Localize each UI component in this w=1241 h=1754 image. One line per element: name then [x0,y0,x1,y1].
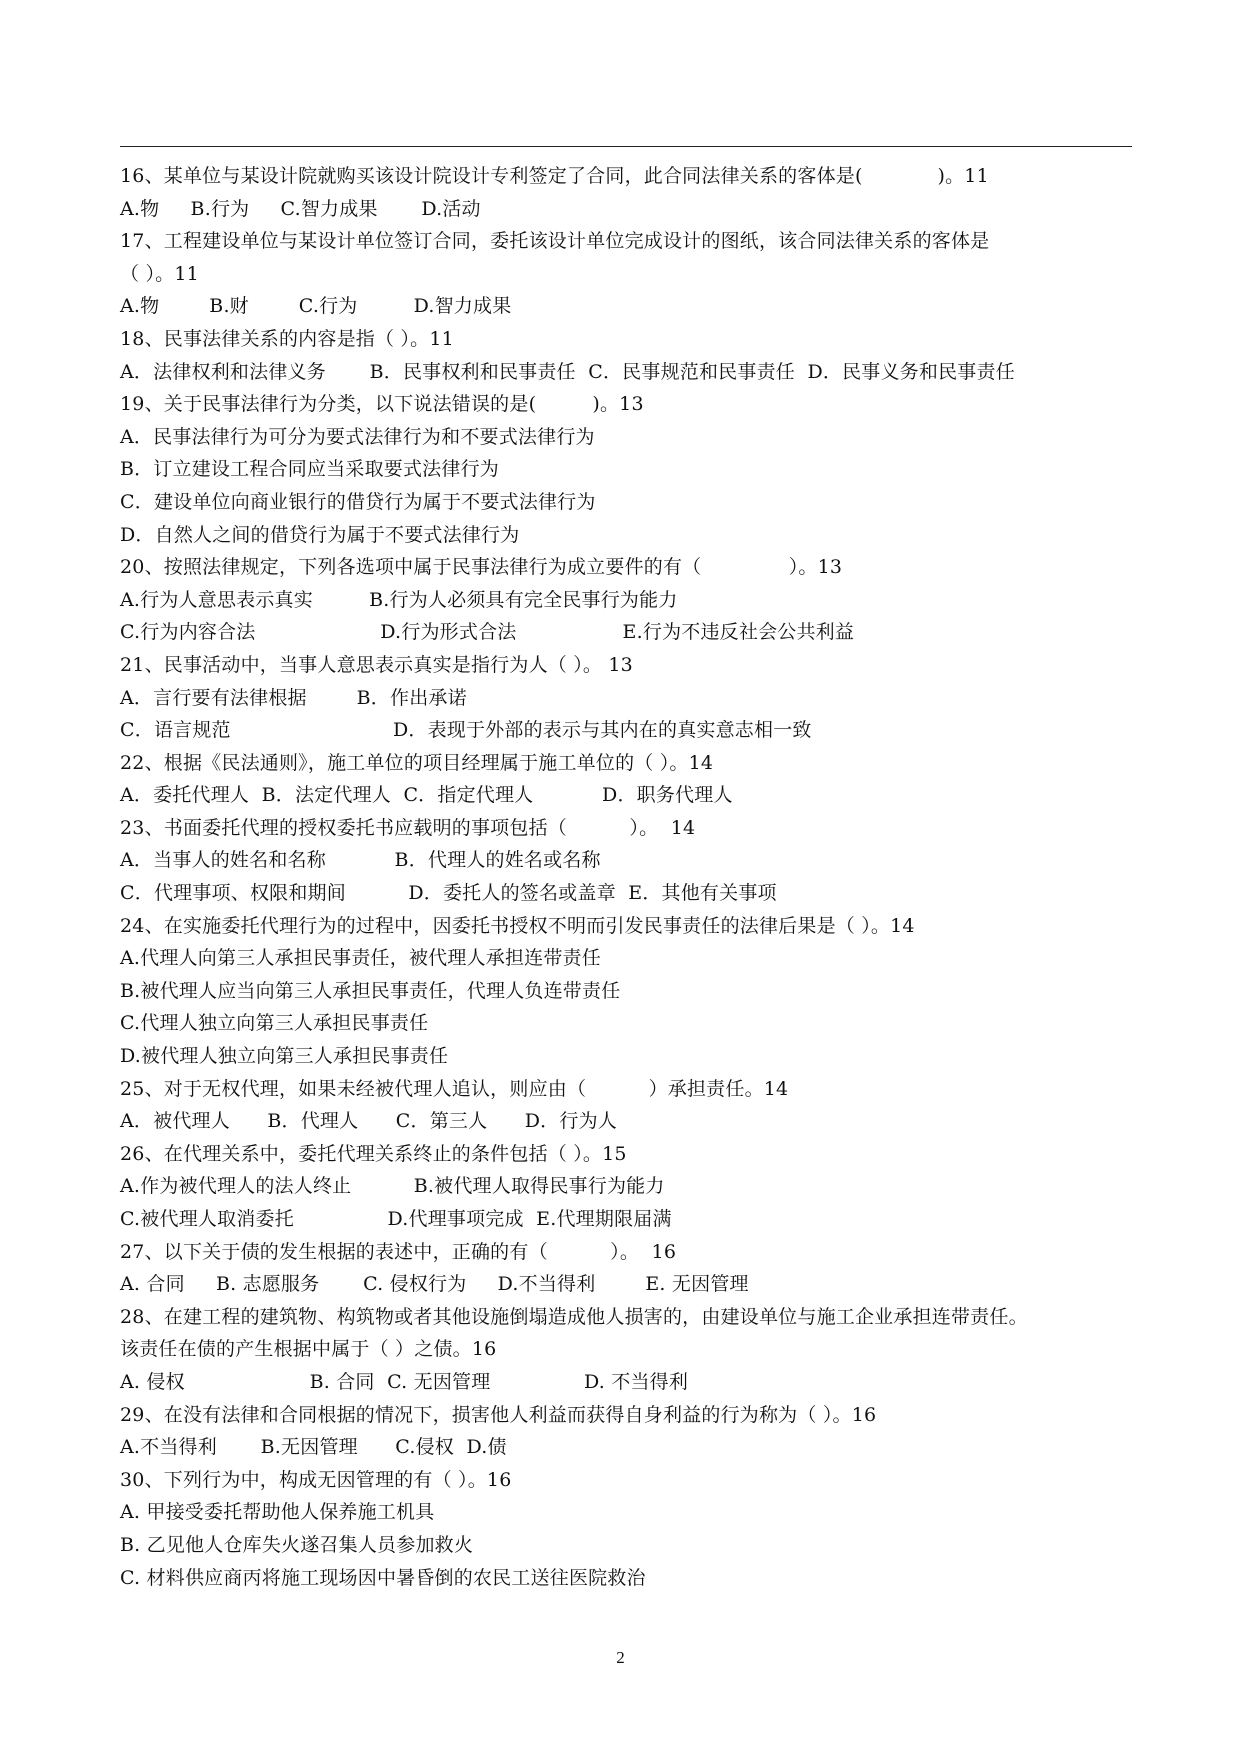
text-line: C. 材料供应商丙将施工现场因中暑昏倒的农民工送往医院救治 [120,1566,646,1589]
header-rule [120,146,1132,147]
text-line: B.被代理人应当向第三人承担民事责任，代理人负连带责任 [120,979,621,1002]
text-line: （ ）。11 [120,262,199,285]
text-line: 27、以下关于债的发生根据的表述中，正确的有（ ）。 16 [120,1240,677,1263]
text-line: 26、在代理关系中，委托代理关系终止的条件包括（ ）。15 [120,1142,627,1165]
text-line: A.行为人意思表示真实 B.行为人必须具有完全民事行为能力 [120,588,678,611]
text-line: 29、在没有法律和合同根据的情况下，损害他人利益而获得自身利益的行为称为（ ）。16 [120,1403,877,1426]
text-line: A.物 B.财 C.行为 D.智力成果 [120,295,512,318]
text-line: 25、对于无权代理，如果未经被代理人追认，则应由（ ）承担责任。14 [120,1077,789,1100]
text-line: D.被代理人独立向第三人承担民事责任 [120,1045,449,1068]
text-line: A．言行要有法律根据 B．作出承诺 [120,686,467,709]
text-line: C.行为内容合法 D.行为形式合法 E.行为不违反社会公共利益 [120,621,855,644]
text-line: C．代理事项、权限和期间 D．委托人的签名或盖章 E．其他有关事项 [120,882,777,905]
text-line: 16、某单位与某设计院就购买该设计院设计专利签定了合同，此合同法律关系的客体是( )。11 [120,165,989,187]
page-number: 2 [616,1648,625,1667]
text-line: C.被代理人取消委托 D.代理事项完成 E.代理期限届满 [120,1208,672,1230]
text-line: 21、民事活动中，当事人意思表示真实是指行为人（ ）。 13 [120,653,633,676]
text-line: A. 合同 B. 志愿服务 C. 侵权行为 D.不当得利 E. 无因管理 [120,1273,749,1296]
text-line: D．自然人之间的借贷行为属于不要式法律行为 [120,523,520,546]
text-line: A．被代理人 B．代理人 C．第三人 D．行为人 [120,1110,617,1133]
text-line: A．法律权利和法律义务 B．民事权利和民事责任 C．民事规范和民事责任 D．民事义务和民事责任 [120,360,1015,383]
text-line: C.代理人独立向第三人承担民事责任 [120,1012,429,1035]
document-body [120,160,1132,1594]
text-line: C．建设单位向商业银行的借贷行为属于不要式法律行为 [120,490,596,513]
text-line: 19、关于民事法律行为分类，以下说法错误的是( )。13 [120,393,644,416]
text-line: 23、书面委托代理的授权委托书应载明的事项包括（ ）。 14 [120,816,696,839]
text-line: 22、根据《民法通则》，施工单位的项目经理属于施工单位的（ ）。14 [120,751,714,774]
text-line: 24、在实施委托代理行为的过程中，因委托书授权不明而引发民事责任的法律后果是（ ）。14 [120,914,915,937]
text-line: B. 乙见他人仓库失火遂召集人员参加救火 [120,1533,474,1556]
text-line: 该责任在债的产生根据中属于（ ）之债。16 [120,1338,497,1361]
text-line: A. 侵权 B. 合同 C. 无因管理 D. 不当得利 [120,1370,689,1393]
text-line: A．民事法律行为可分为要式法律行为和不要式法律行为 [120,425,595,448]
text-line: A.代理人向第三人承担民事责任，被代理人承担连带责任 [120,947,601,970]
text-line: 17、工程建设单位与某设计单位签订合同，委托该设计单位完成设计的图纸，该合同法律关系的客体是 [120,230,990,253]
text-line: A．委托代理人 B．法定代理人 C．指定代理人 D．职务代理人 [120,784,733,807]
text-line: A.不当得利 B.无因管理 C.侵权 D.债 [120,1436,507,1459]
text-line: A．当事人的姓名和名称 B．代理人的姓名或名称 [120,849,601,872]
text-line: 20、按照法律规定，下列各选项中属于民事法律行为成立要件的有（ ）。13 [120,556,843,579]
text-line: C．语言规范 D．表现于外部的表示与其内在的真实意志相一致 [120,719,812,742]
text-line: A.物 B.行为 C.智力成果 D.活动 [120,197,481,220]
text-line: 30、下列行为中，构成无因管理的有（ ）。16 [120,1468,512,1491]
text-line: 18、民事法律关系的内容是指（ ）。11 [120,327,454,350]
text-line: A. 甲接受委托帮助他人保养施工机具 [120,1501,435,1524]
text-line: A.作为被代理人的法人终止 B.被代理人取得民事行为能力 [120,1175,665,1198]
text-line: B．订立建设工程合同应当采取要式法律行为 [120,458,499,481]
text-line: 28、在建工程的建筑物、构筑物或者其他设施倒塌造成他人损害的，由建设单位与施工企业承担连带责任。 [120,1305,1028,1328]
